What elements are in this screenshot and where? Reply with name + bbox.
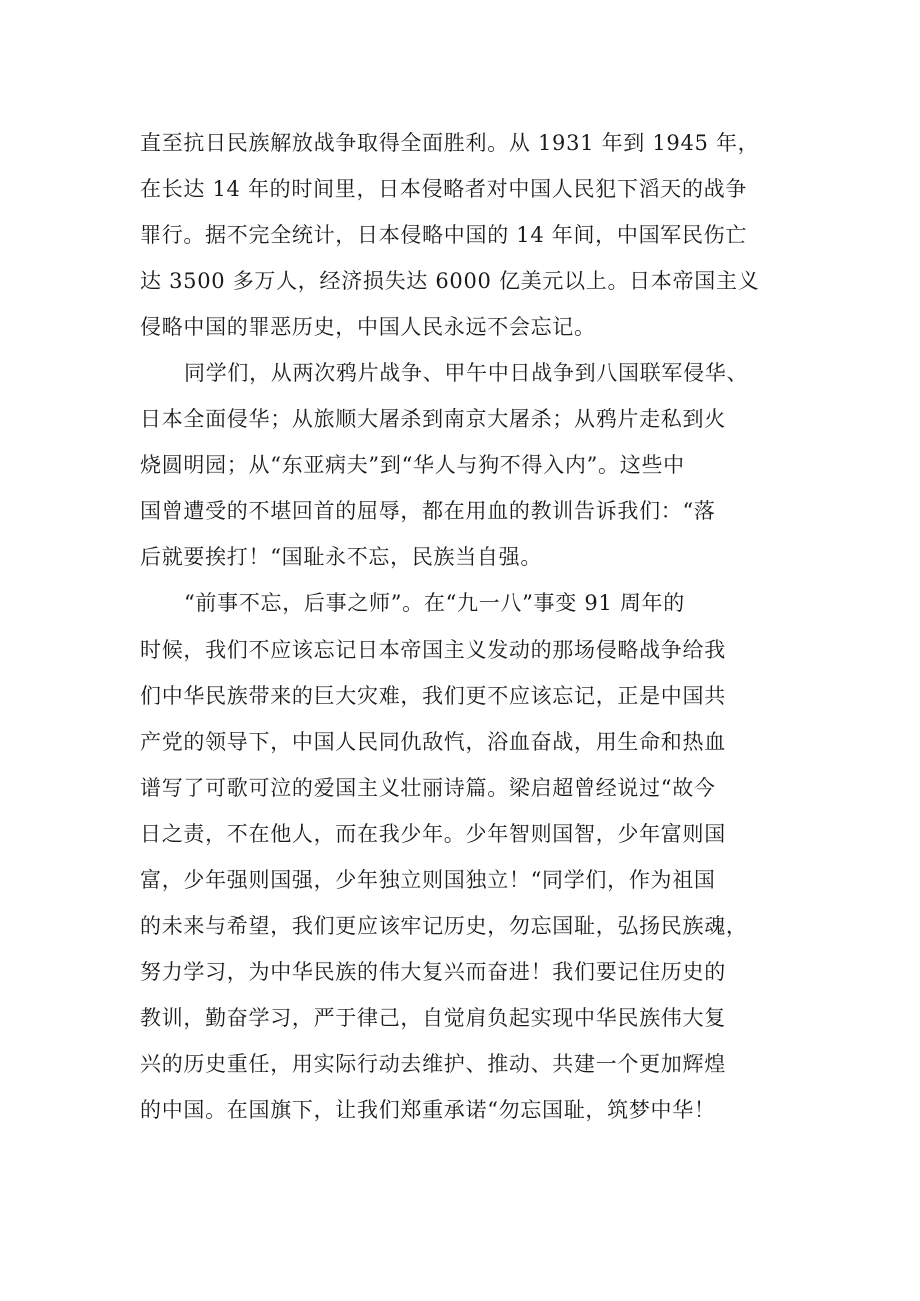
text-line: 富，少年强则国强，少年独立则国独立！“同学们，作为祖国 xyxy=(140,867,716,892)
text-line: 们中华民族带来的巨大灾难，我们更不应该忘记，正是中国共 xyxy=(140,683,726,708)
text-line-first-indented: 同学们，从两次鸦片战争、甲午中日战争到八国联军侵华、 xyxy=(184,361,749,386)
text-line-first-indented: “前事不忘，后事之师”。在“九一八”事变 91 周年的 xyxy=(184,591,685,616)
text-line: 达 3500 多万人，经济损失达 6000 亿美元以上。日本帝国主义 xyxy=(140,269,760,294)
text-line: 的未来与希望，我们更应该牢记历史，勿忘国耻，弘扬民族魂， xyxy=(140,913,748,938)
text-line: 罪行。据不完全统计，日本侵略中国的 14 年间，中国军民伤亡 xyxy=(140,223,748,248)
text-line: 日之责，不在他人，而在我少年。少年智则国智，少年富则国 xyxy=(140,821,726,846)
text-line: 侵略中国的罪恶历史，中国人民永远不会忘记。 xyxy=(140,315,596,340)
text-line: 烧圆明园；从“东亚病夫”到“华人与狗不得入内”。这些中 xyxy=(140,453,685,478)
text-line: 努力学习，为中华民族的伟大复兴而奋进！我们要记住历史的 xyxy=(140,959,726,984)
text-line: 时候，我们不应该忘记日本帝国主义发动的那场侵略战争给我 xyxy=(140,637,726,662)
text-line: 教训，勤奋学习，严于律己，自觉肩负起实现中华民族伟大复 xyxy=(140,1005,726,1030)
text-line: 的中国。在国旗下，让我们郑重承诺“勿忘国耻，筑梦中华！ xyxy=(140,1097,716,1122)
text-line: 产党的领导下，中国人民同仇敌忾，浴血奋战，用生命和热血 xyxy=(140,729,726,754)
paragraph-3 xyxy=(140,580,840,1133)
text-line: 直至抗日民族解放战争取得全面胜利。从 1931 年到 1945 年， xyxy=(140,131,760,155)
text-line: 国曾遭受的不堪回首的屈辱，都在用血的教训告诉我们：“落 xyxy=(140,499,716,524)
text-line: 兴的历史重任，用实际行动去维护、推动、共建一个更加辉煌 xyxy=(140,1051,726,1076)
text-line: 在长达 14 年的时间里，日本侵略者对中国人民犯下滔天的战争 xyxy=(140,177,748,202)
text-line: 日本全面侵华；从旅顺大屠杀到南京大屠杀；从鸦片走私到火 xyxy=(140,407,726,432)
paragraph-1 xyxy=(140,120,840,350)
paragraph-2 xyxy=(140,350,840,580)
text-line: 谱写了可歌可泣的爱国主义壮丽诗篇。梁启超曾经说过“故今 xyxy=(140,775,716,800)
document-body xyxy=(140,120,840,1133)
text-line: 后就要挨打！“国耻永不忘，民族当自强。 xyxy=(140,545,543,570)
